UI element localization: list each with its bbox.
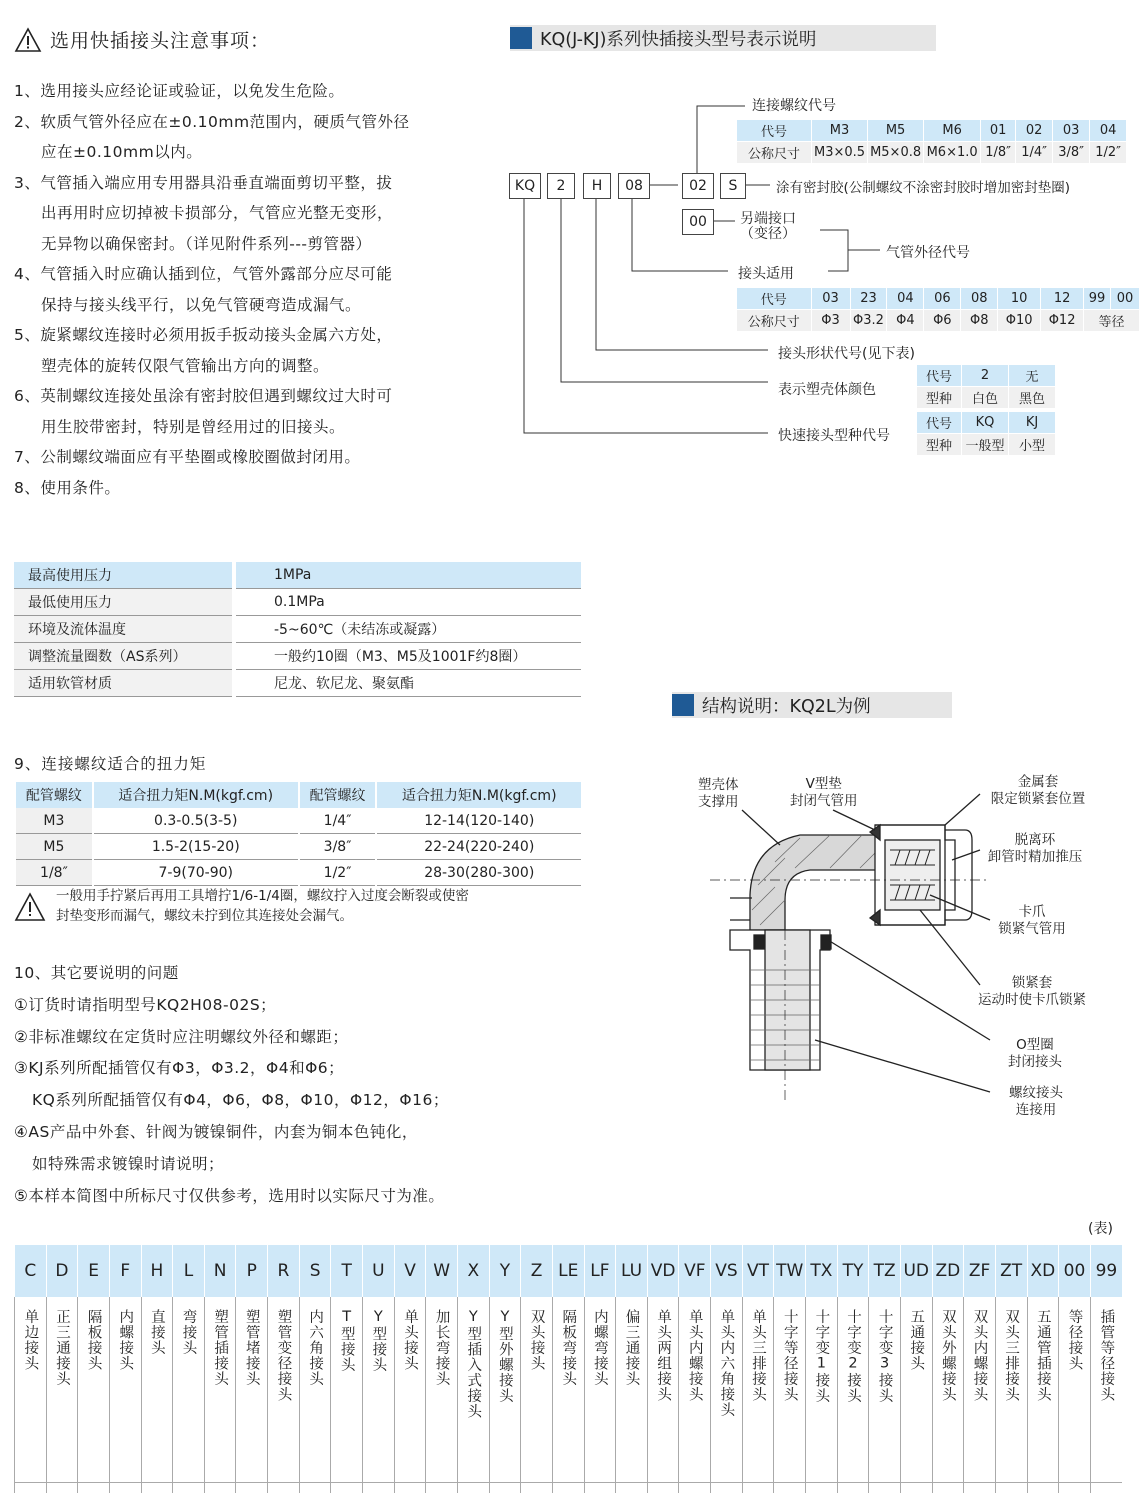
- torque-row: [15, 860, 581, 886]
- note-line: 塑壳体的旋转仅限气管输出方向的调整。: [41, 356, 330, 375]
- condition-key: 调整流量圈数（AS系列）: [14, 643, 232, 670]
- structure-label-text: 封闭接头: [1008, 1054, 1062, 1070]
- mini-body-cell: Φ3: [811, 310, 850, 332]
- note-line: 1、选用接头应经论证或验证，以免发生危险。: [14, 82, 345, 100]
- condition-row: [14, 670, 581, 697]
- shape-code: N: [204, 1245, 236, 1297]
- shape-name-cell: [236, 1297, 268, 1493]
- note-line: 3、气管插入端应用专用器具沿垂直端面剪切平整，拔: [14, 173, 393, 192]
- torque-cell: 12-14(120-140): [376, 808, 581, 834]
- shape-name-cell: [15, 1297, 47, 1493]
- mini-header-cell: 02: [1016, 120, 1053, 142]
- shape-name-cell: [1059, 1297, 1091, 1493]
- mini-header-cell: 08: [961, 288, 998, 310]
- mini-body-row: [917, 387, 1056, 409]
- fit-label: 接头适用: [738, 266, 794, 282]
- torque-title: 9、连接螺纹适合的扭力矩: [14, 755, 207, 773]
- mini-body-cell: 公称尺寸: [737, 310, 812, 332]
- code-box-color: 2: [547, 173, 575, 199]
- structure-label: [976, 832, 1094, 866]
- condition-row: [14, 589, 581, 616]
- mini-header-cell: 00: [1111, 288, 1140, 310]
- shape-code: ZD: [932, 1245, 964, 1297]
- shape-name: 单边接头: [22, 1309, 39, 1371]
- condition-value: 尼龙、软尼龙、聚氨酯: [236, 670, 581, 697]
- shape-code: 00: [1059, 1245, 1091, 1297]
- shape-code: XD: [1027, 1245, 1059, 1297]
- structure-label-text: V型垫: [805, 776, 842, 792]
- mini-body-cell: 型种: [917, 434, 962, 456]
- shape-name-cell: [457, 1297, 489, 1493]
- shape-name: 塑管变径接头: [275, 1309, 292, 1402]
- mini-header-cell: 03: [1053, 120, 1090, 142]
- mini-header-cell: M5: [868, 120, 924, 142]
- structure-label-text: O型圈: [1016, 1037, 1054, 1053]
- shape-code: VT: [742, 1245, 774, 1297]
- type-table: [916, 411, 1056, 456]
- torque-cell: M5: [15, 834, 93, 860]
- shape-name-cell: [995, 1297, 1027, 1493]
- shape-name: 十字变2接头: [844, 1309, 861, 1404]
- sealant-label: 涂有密封胶(公制螺纹不涂密封胶时增加密封垫圈): [776, 180, 1071, 196]
- shape-name-cell: [204, 1297, 236, 1493]
- structure-label: [1000, 1037, 1070, 1071]
- shape-name-cell: [46, 1297, 78, 1493]
- condition-value: 一般约10圈（M3、M5及1001F约8圈）: [236, 643, 581, 670]
- torque-cell: 22-24(220-240): [376, 834, 581, 860]
- structure-label-text: 封闭气管用: [790, 793, 858, 809]
- mini-body-cell: 一般型: [962, 434, 1009, 456]
- structure-label: [698, 777, 739, 811]
- mini-header-cell: 04: [1090, 120, 1127, 142]
- shape-code: TX: [806, 1245, 838, 1297]
- mini-header-cell: 代号: [917, 365, 962, 387]
- torque-cell: 0.3-0.5(3-5): [93, 808, 299, 834]
- mini-header-cell: KJ: [1009, 412, 1056, 434]
- torque-row: [15, 834, 581, 860]
- shape-name-cell: [489, 1297, 521, 1493]
- torque-note: [14, 886, 469, 926]
- type-label: 快速接头型种代号: [778, 428, 890, 444]
- warning-icon: [14, 892, 46, 922]
- shape-code: LU: [616, 1245, 648, 1297]
- structure-label-text: 金属套: [1017, 774, 1059, 790]
- torque-header: 配管螺纹: [299, 782, 377, 808]
- thread-code-label: 连接螺纹代号: [752, 98, 836, 114]
- shape-name-cell: [932, 1297, 964, 1493]
- shape-name-cell: [394, 1297, 426, 1493]
- code-box-kq: KQ: [509, 173, 541, 199]
- code-box-tube: 08: [618, 173, 650, 199]
- other-notes: [14, 958, 449, 1212]
- section-marker-icon: [510, 27, 532, 49]
- torque-header-row: [15, 782, 581, 808]
- shape-name-cell: [900, 1297, 932, 1493]
- mini-header-cell: 01: [981, 120, 1016, 142]
- torque-header: 适合扭力矩N.M(kgf.cm): [93, 782, 299, 808]
- shape-name: 五通接头: [908, 1309, 925, 1371]
- mini-body-row: [917, 434, 1056, 456]
- mini-header-cell: KQ: [962, 412, 1009, 434]
- mini-header-cell: 03: [811, 288, 850, 310]
- table-caption: (表): [1088, 1221, 1113, 1237]
- mini-header-cell: 2: [962, 365, 1009, 387]
- mini-header-cell: 99: [1084, 288, 1111, 310]
- shape-name: 加长弯接头: [433, 1309, 450, 1387]
- shape-name: 十字变1接头: [813, 1309, 830, 1404]
- mini-body-cell: Φ3.2: [850, 310, 887, 332]
- structure-label-text: 螺纹接头: [1009, 1085, 1063, 1101]
- torque-cell: 28-30(280-300): [376, 860, 581, 886]
- torque-cell: 1/4″: [299, 808, 377, 834]
- note-line: 7、公制螺纹端面应有平垫圈或橡胶圈做封闭用。: [14, 448, 361, 466]
- torque-cell: 3/8″: [299, 834, 377, 860]
- usage-conditions-table: [14, 562, 581, 697]
- mini-body-cell: 小型: [1009, 434, 1056, 456]
- code-box-thread: 02: [682, 173, 714, 199]
- shape-name: 正三通接头: [53, 1309, 70, 1387]
- shape-code: TZ: [869, 1245, 901, 1297]
- shape-name: 塑管插接头: [212, 1309, 229, 1387]
- structure-label-text: 运动时使卡爪锁紧: [978, 992, 1086, 1008]
- condition-row: [14, 643, 581, 670]
- note-line: 4、气管插入时应确认插到位，气管外露部分应尽可能: [14, 265, 393, 283]
- mini-body-cell: 1/8″: [981, 142, 1016, 164]
- shape-name: 双头外螺接头: [939, 1309, 956, 1402]
- structure-label-text: 锁紧气管用: [998, 921, 1066, 937]
- shape-name-cell: [616, 1297, 648, 1493]
- torque-cell: 1.5-2(15-20): [93, 834, 299, 860]
- notes-title: 选用快插接头注意事项：: [50, 30, 271, 52]
- shape-name-cell: [173, 1297, 205, 1493]
- shape-code: E: [78, 1245, 110, 1297]
- shape-code: LE: [552, 1245, 584, 1297]
- shape-name: 单头接头: [402, 1309, 418, 1371]
- mini-header-row: [737, 288, 1140, 310]
- structure-label-text: 卡爪: [1018, 904, 1046, 920]
- mini-body-cell: 3/8″: [1053, 142, 1090, 164]
- shape-code: L: [173, 1245, 205, 1297]
- shape-name: Y型插入式接头: [465, 1309, 482, 1419]
- mini-header-cell: 04: [887, 288, 924, 310]
- shape-name-cell: [774, 1297, 806, 1493]
- torque-header: 适合扭力矩N.M(kgf.cm): [376, 782, 581, 808]
- shape-name: 弯接头: [180, 1309, 197, 1356]
- shape-name-cell: [584, 1297, 616, 1493]
- shape-name: 单头内六角接头: [718, 1309, 735, 1418]
- mini-body-cell: M5×0.8: [868, 142, 924, 164]
- shape-code: C: [15, 1245, 47, 1297]
- shape-code-label: 接头形状代号(见下表): [778, 346, 915, 362]
- torque-note-line: 一般用手拧紧后再用工具增拧1/6-1/4圈，螺纹拧入过度会断裂或使密: [56, 888, 469, 904]
- shape-name: 双头内螺接头: [971, 1309, 988, 1402]
- mini-header-cell: 无: [1009, 365, 1056, 387]
- mini-body-cell: 1/2″: [1090, 142, 1127, 164]
- tube-code-table: [736, 287, 1140, 332]
- shape-code: VF: [679, 1245, 711, 1297]
- shape-name-cell: [1090, 1297, 1122, 1493]
- shape-name-cell: [426, 1297, 458, 1493]
- mini-header-cell: 代号: [737, 288, 812, 310]
- shape-name-cell: [521, 1297, 553, 1493]
- model-title: KQ(J-KJ)系列快插接头型号表示说明: [540, 29, 817, 50]
- shape-code: TY: [837, 1245, 869, 1297]
- mini-header-cell: 23: [850, 288, 887, 310]
- mini-body-cell: 型种: [917, 387, 962, 409]
- structure-label-text: 连接用: [1015, 1102, 1057, 1118]
- shape-code: V: [394, 1245, 426, 1297]
- shape-code: T: [331, 1245, 363, 1297]
- shape-code: VD: [647, 1245, 679, 1297]
- kq2l-cross-section-drawing: [690, 770, 1130, 1130]
- torque-note-line: 封垫变形而漏气，螺纹未拧到位其连接处会漏气。: [56, 908, 353, 924]
- other-line: KQ系列所配插管仅有Φ4，Φ6，Φ8，Φ10，Φ12，Φ16；: [32, 1091, 449, 1110]
- shape-name-cell: [299, 1297, 331, 1493]
- shape-name-cell: [109, 1297, 141, 1493]
- mini-body-cell: M6×1.0: [924, 142, 981, 164]
- structure-label-text: 卸管时精加推压: [987, 849, 1083, 865]
- mini-body-row: [737, 310, 1140, 332]
- note-line: 出再用时应切掉被卡损部分，气管应光整无变形，: [41, 204, 394, 222]
- shape-name: 十字变3接头: [876, 1309, 893, 1404]
- mini-body-cell: 等径: [1084, 310, 1140, 332]
- shape-name: 隔板接头: [85, 1309, 102, 1371]
- structure-label: [790, 776, 858, 810]
- condition-value: 1MPa: [236, 562, 581, 589]
- other-line: ⑤本样本简图中所标尺寸仅供参考，选用时以实际尺寸为准。: [14, 1186, 445, 1205]
- notes-header: [14, 26, 270, 53]
- shape-name-cell: [552, 1297, 584, 1493]
- shape-code: W: [426, 1245, 458, 1297]
- mini-body-cell: 黑色: [1009, 387, 1056, 409]
- shape-name: 十字等径接头: [781, 1309, 798, 1402]
- shape-code: R: [268, 1245, 300, 1297]
- note-line: 无异物以确保密封。（详见附件系列---剪管器）: [41, 234, 372, 253]
- shape-name: 单头两组接头: [655, 1309, 672, 1402]
- structure-section-header: [672, 692, 952, 718]
- shape-name-cell: [268, 1297, 300, 1493]
- shape-name: 五通管插接头: [1034, 1309, 1051, 1402]
- mini-body-cell: Φ4: [887, 310, 924, 332]
- mini-body-cell: Φ6: [924, 310, 961, 332]
- color-table: [916, 364, 1056, 409]
- condition-row: [14, 616, 581, 643]
- torque-cell: 7-9(70-90): [93, 860, 299, 886]
- section-marker-icon: [672, 694, 694, 716]
- shape-name: 双头三排接头: [1003, 1309, 1020, 1402]
- shape-name: 单头三排接头: [750, 1309, 767, 1402]
- shape-code: F: [109, 1245, 141, 1297]
- shape-name-cell: [806, 1297, 838, 1493]
- structure-label-text: 塑壳体: [698, 777, 739, 793]
- tube-code-label: 气管外径代号: [886, 245, 970, 261]
- other-line: ①订货时请指明型号KQ2H08-02S；: [14, 995, 277, 1014]
- other-line: ④AS产品中外套、针阀为镀镍铜件，内套为铜本色钝化，: [14, 1122, 418, 1141]
- mini-header-row: [917, 365, 1056, 387]
- note-line: 6、英制螺纹连接处虽涂有密封胶但遇到螺纹过大时可: [14, 387, 393, 405]
- warning-icon: [14, 27, 42, 53]
- shape-name: Y型接头: [370, 1309, 387, 1373]
- shape-code: VS: [711, 1245, 743, 1297]
- shape-code: LF: [584, 1245, 616, 1297]
- torque-cell: 1/8″: [15, 860, 93, 886]
- mini-header-cell: 12: [1041, 288, 1084, 310]
- shape-name: 插管等径接头: [1098, 1309, 1115, 1402]
- shape-name: 双头接头: [528, 1309, 545, 1371]
- shape-code: ZF: [964, 1245, 996, 1297]
- structure-label-text: 锁紧套: [1011, 975, 1053, 991]
- shape-code: U: [363, 1245, 395, 1297]
- mini-body-cell: Φ8: [961, 310, 998, 332]
- other-port-text: 另端接口: [740, 211, 796, 227]
- other-port-text: （变径）: [740, 226, 796, 242]
- note-line: 5、旋紧螺纹连接时必须用扳手扳动接头金属六方处，: [14, 326, 393, 344]
- shape-name-cell: [1027, 1297, 1059, 1493]
- shape-name-cell: [141, 1297, 173, 1493]
- condition-row: [14, 562, 581, 589]
- mini-header-cell: 06: [924, 288, 961, 310]
- shape-name: 直接头: [148, 1309, 165, 1356]
- other-port-label: [740, 212, 796, 242]
- shape-name: T型接头: [338, 1309, 355, 1373]
- shape-name-cell: [647, 1297, 679, 1493]
- shape-code: UD: [900, 1245, 932, 1297]
- other-line: ②非标准螺纹在定货时应注明螺纹外径和螺距；: [14, 1027, 349, 1046]
- shape-name: 偏三通接头: [623, 1309, 640, 1387]
- shape-name: 单头内螺接头: [686, 1309, 703, 1402]
- shape-name: 等径接头: [1066, 1309, 1083, 1371]
- mini-body-cell: 公称尺寸: [737, 142, 812, 164]
- shape-name: 隔板弯接头: [560, 1309, 577, 1387]
- mini-header-cell: 10: [998, 288, 1041, 310]
- torque-cell: M3: [15, 808, 93, 834]
- structure-label-text: 脱离环: [1014, 832, 1056, 848]
- shape-name: 内螺弯接头: [591, 1309, 608, 1387]
- mini-header-cell: 代号: [917, 412, 962, 434]
- shape-name-cell: [711, 1297, 743, 1493]
- table-bottom-rule: [14, 1482, 1122, 1483]
- note-line: 8、使用条件。: [14, 478, 121, 497]
- mini-body-cell: 1/4″: [1016, 142, 1053, 164]
- structure-label: [976, 774, 1100, 808]
- shape-name-cell: [679, 1297, 711, 1493]
- color-label: 表示塑壳体颜色: [778, 382, 876, 398]
- structure-label: [992, 904, 1072, 938]
- structure-title: 结构说明：KQ2L为例: [702, 696, 871, 717]
- note-line: 2、软质气管外径应在±0.10mm范围内，硬质气管外径: [14, 112, 410, 131]
- structure-label-text: 支撑用: [698, 794, 739, 810]
- condition-key: 最高使用压力: [14, 562, 232, 589]
- shape-code-table: [14, 1245, 1122, 1493]
- shape-code: X: [457, 1245, 489, 1297]
- torque-row: [15, 808, 581, 834]
- shape-code: Z: [521, 1245, 553, 1297]
- other-title: 10、其它要说明的问题: [14, 964, 179, 982]
- model-section-header: [510, 25, 936, 51]
- shape-name: Y型外螺接头: [496, 1309, 513, 1404]
- shape-name: 塑管堵接头: [243, 1309, 260, 1387]
- shape-code: TW: [774, 1245, 806, 1297]
- mini-body-row: [737, 142, 1127, 164]
- shape-code: P: [236, 1245, 268, 1297]
- shape-name-cell: [837, 1297, 869, 1493]
- mini-header-row: [917, 412, 1056, 434]
- mini-header-cell: M6: [924, 120, 981, 142]
- notes-list: [14, 76, 484, 503]
- shape-code: S: [299, 1245, 331, 1297]
- shape-code: D: [46, 1245, 78, 1297]
- shape-name-cell: [331, 1297, 363, 1493]
- condition-key: 环境及流体温度: [14, 616, 232, 643]
- torque-cell: 1/2″: [299, 860, 377, 886]
- mini-header-cell: 代号: [737, 120, 812, 142]
- note-line: 用生胶带密封，特别是曾经用过的旧接头。: [41, 417, 346, 436]
- note-line: 应在±0.10mm以内。: [41, 143, 203, 161]
- condition-value: 0.1MPa: [236, 589, 581, 616]
- shape-name-cell: [363, 1297, 395, 1493]
- mini-body-cell: Φ12: [1041, 310, 1084, 332]
- other-line: 如特殊需求镀镍时请说明；: [32, 1154, 225, 1173]
- condition-key: 适用软管材质: [14, 670, 232, 697]
- shape-code: H: [141, 1245, 173, 1297]
- shape-name-cell: [964, 1297, 996, 1493]
- shape-name-cell: [742, 1297, 774, 1493]
- shape-code: Y: [489, 1245, 521, 1297]
- mini-header-cell: M3: [812, 120, 868, 142]
- torque-header: 配管螺纹: [15, 782, 93, 808]
- note-line: 保持与接头线平行，以免气管硬弯造成漏气。: [41, 295, 362, 314]
- structure-label: [998, 1085, 1074, 1119]
- condition-key: 最低使用压力: [14, 589, 232, 616]
- code-box-shape: H: [583, 173, 611, 199]
- code-box-sealant: S: [720, 173, 746, 199]
- structure-label-text: 限定锁紧套位置: [990, 791, 1086, 807]
- condition-value: -5~60℃（未结冻或凝露）: [236, 616, 581, 643]
- structure-label: [966, 975, 1098, 1009]
- shape-code: ZT: [995, 1245, 1027, 1297]
- other-line: ③KJ系列所配插管仅有Φ3，Φ3.2，Φ4和Φ6；: [14, 1059, 345, 1078]
- thread-code-table: [736, 119, 1127, 164]
- shape-name: 内六角接头: [307, 1309, 324, 1387]
- shape-code: 99: [1090, 1245, 1122, 1297]
- mini-body-cell: Φ10: [998, 310, 1041, 332]
- shape-name: 内螺接头: [117, 1309, 134, 1371]
- mini-body-cell: 白色: [962, 387, 1009, 409]
- mini-header-row: [737, 120, 1127, 142]
- torque-table: [14, 782, 581, 886]
- shape-name-cell: [869, 1297, 901, 1493]
- mini-body-cell: M3×0.5: [812, 142, 868, 164]
- code-box-other-port: 00: [682, 209, 714, 235]
- shape-name-cell: [78, 1297, 110, 1493]
